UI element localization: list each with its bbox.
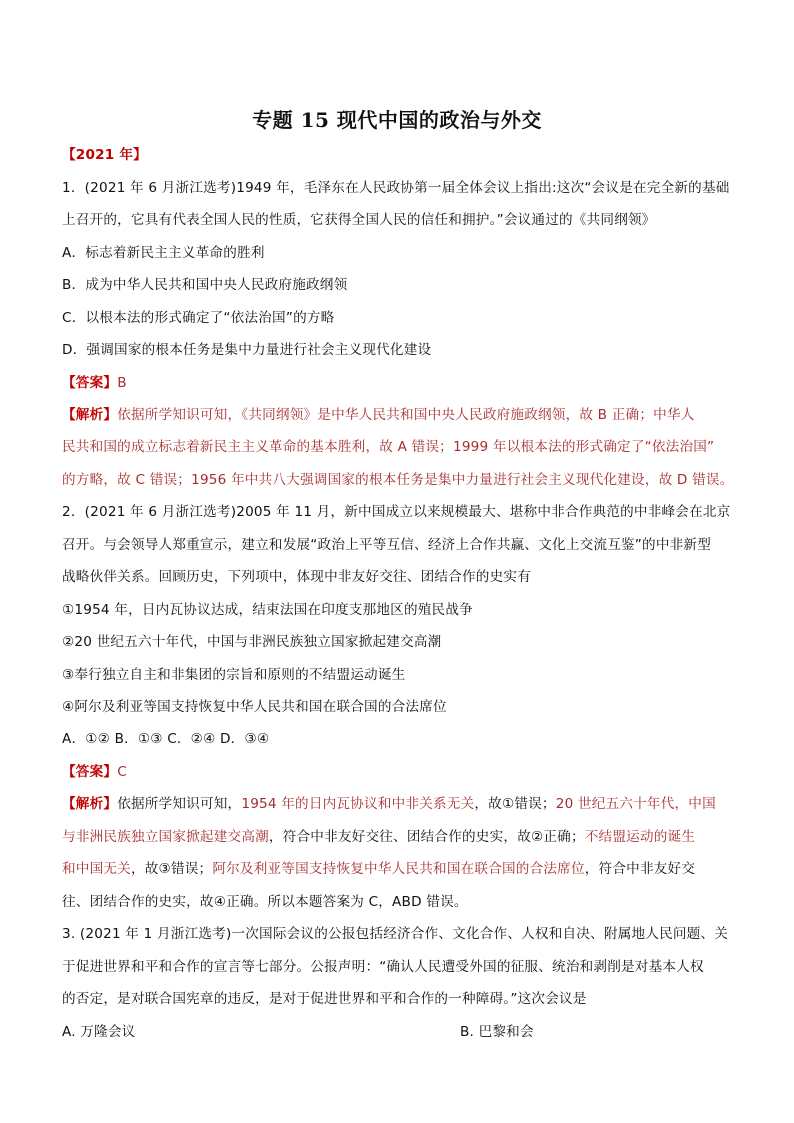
q1-option-c: C．以根本法的形式确定了“依法治国”的方略 — [62, 310, 335, 326]
q3-stem-line: 3. (2021 年 1 月浙江选考)一次国际会议的公报包括经济合作、文化合作、人权和自决、附属地人民问题、关 — [62, 926, 729, 942]
analysis-text: 和中国无关 — [62, 861, 131, 877]
answer-value: B — [117, 375, 127, 391]
analysis-tag: 【解析】 — [62, 407, 118, 423]
q1-answer — [62, 373, 734, 393]
analysis-text: 依据所学知识可知， — [117, 796, 242, 812]
analysis-text: 的方略，故 C 错误； — [62, 472, 192, 488]
q2-options: A．①② B．①③ C．②④ D．③④ — [62, 731, 270, 747]
analysis-text: ，符合中非友好交往、团结合作的史实，故②正确； — [268, 829, 585, 845]
q2-stem-line: 战略伙伴关系。回顾历史，下列项中，体现中非友好交往、团结合作的史实有 — [62, 569, 531, 585]
q1-option-a: A．标志着新民主主义革命的胜利 — [62, 245, 265, 261]
page-title: 专题 15 现代中国的政治与外交 — [252, 108, 542, 132]
analysis-tag: 【解析】 — [62, 796, 118, 812]
analysis-text: 不结盟运动的诞生 — [584, 829, 696, 845]
q1-stem-line: 1．(2021 年 6 月浙江选考)1949 年，毛泽东在人民政协第一届全体会议上指出:这次“会议是在完全新的基础 — [62, 180, 730, 196]
analysis-text: 阿尔及利亚等国支持恢复中华人民共和国在联合国的合法席位 — [212, 861, 585, 877]
analysis-text: 与非洲民族独立国家掀起建交高潮 — [62, 829, 269, 845]
q2-item: ①1954 年，日内瓦协议达成，结束法国在印度支那地区的殖民战争 — [62, 602, 473, 618]
analysis-text: ，符合中非友好交 — [584, 861, 696, 877]
q2-item: ④阿尔及利亚等国支持恢复中华人民共和国在联合国的合法席位 — [62, 699, 447, 715]
q2-item: ②20 世纪五六十年代，中国与非洲民族独立国家掀起建交高潮 — [62, 634, 442, 650]
analysis-text: ，故①错误； — [474, 796, 556, 812]
answer-value: C — [117, 764, 127, 780]
q1-analysis-line — [62, 470, 734, 490]
q1-option-d: D．强调国家的根本任务是集中力量进行社会主义现代化建设 — [62, 342, 432, 358]
q3-options-row — [62, 1022, 734, 1042]
q2-analysis-line — [62, 827, 734, 847]
analysis-text: 1999 年以根本法的形式确定了“依法治国” — [452, 439, 715, 455]
analysis-text: ，故 D 错误。 — [644, 472, 734, 488]
q3-option-a: A. 万隆会议 — [62, 1024, 136, 1040]
analysis-text: 民共和国的成立标志着新民主主义革命的基本胜利，故 A 错误； — [62, 439, 453, 455]
year-tag: 【2021 年】 — [62, 147, 147, 163]
q3-option-b: B. 巴黎和会 — [460, 1024, 534, 1040]
q2-item: ③奉行独立自主和非集团的宗旨和原则的不结盟运动诞生 — [62, 667, 406, 683]
analysis-text: 20 世纪五六十年代，中国 — [555, 796, 716, 812]
analysis-text: 1956 年中共八大强调国家的根本任务是集中力量进行社会主义现代化建设 — [191, 472, 645, 488]
answer-tag: 【答案】 — [62, 375, 118, 391]
analysis-text: 1954 年的日内瓦协议和中非关系无关 — [241, 796, 475, 812]
answer-tag: 【答案】 — [62, 764, 118, 780]
q2-analysis-line — [62, 794, 734, 814]
q2-analysis-line: 往、团结合作的史实，故④正确。所以本题答案为 C，ABD 错误。 — [62, 894, 468, 910]
q1-analysis-line — [62, 405, 734, 425]
analysis-text: ，故③错误； — [130, 861, 213, 877]
q1-option-b: B．成为中华人民共和国中央人民政府施政纲领 — [62, 277, 348, 293]
q2-stem-line: 2．(2021 年 6 月浙江选考)2005 年 11 月，新中国成立以来规模最大、堪称中非合作典范的中非峰会在北京 — [62, 504, 731, 520]
q2-analysis-line — [62, 859, 734, 879]
q3-stem-line: 于促进世界和平和合作的宣言等七部分。公报声明：“确认人民遭受外国的征服、统治和剥削是对基本人权 — [62, 959, 704, 975]
q2-stem-line: 召开。与会领导人郑重宣示，建立和发展“政治上平等互信、经济上合作共赢、文化上交流互鉴”的中非新型 — [62, 537, 711, 553]
analysis-text: 依据所学知识可知，《共同纲领》是中华人民共和国中央人民政府施政纲领，故 B 正确；中华人 — [117, 407, 695, 423]
q3-stem-line: 的否定，是对联合国宪章的违反，是对于促进世界和平和合作的一种障碍。”这次会议是 — [62, 991, 587, 1007]
q2-answer — [62, 762, 734, 782]
q1-stem-line: 上召开的，它具有代表全国人民的性质，它获得全国人民的信任和拥护。”会议通过的《共同纲领》 — [62, 212, 656, 228]
q1-analysis-line — [62, 437, 734, 457]
